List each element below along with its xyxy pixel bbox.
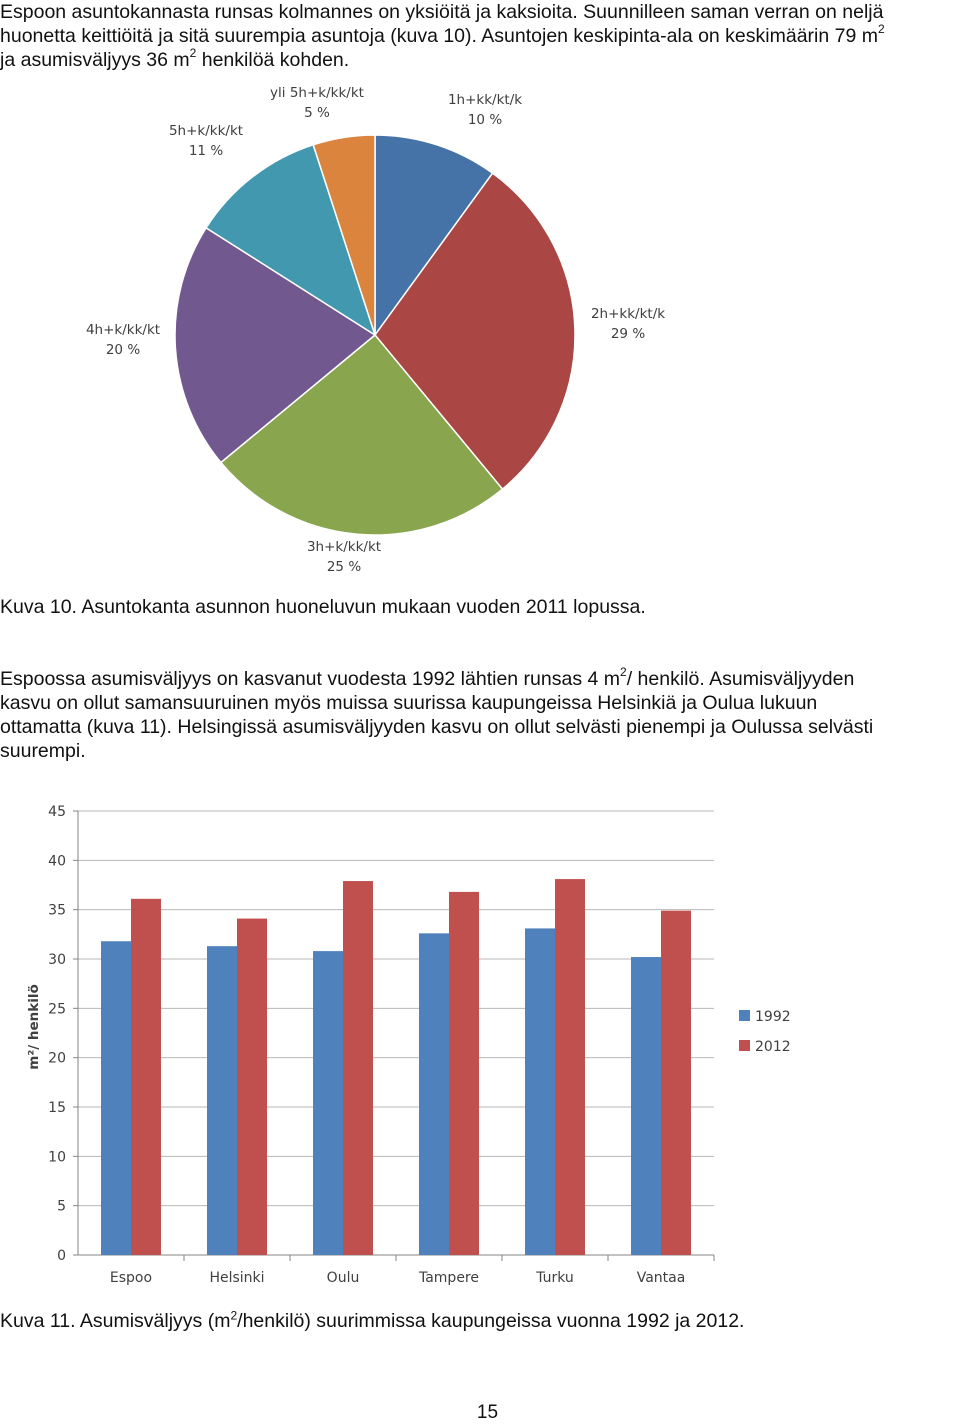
intro-line-3a: ja asumisväljyys 36 m xyxy=(0,49,190,71)
body-line-1b: / henkilö. Asumisväljyyden xyxy=(626,668,855,690)
legend-label: 2012 xyxy=(755,1039,791,1055)
intro-line-3b: henkilöä kohden. xyxy=(196,49,350,71)
pie-value-label: 10 % xyxy=(467,112,503,128)
superscript: 2 xyxy=(189,45,197,60)
x-tick-label: Tampere xyxy=(418,1270,480,1286)
x-tick-label: Vantaa xyxy=(636,1270,686,1286)
pie-label: 1h+kk/kt/k xyxy=(447,92,523,108)
x-tick-label: Oulu xyxy=(326,1270,360,1286)
legend-swatch xyxy=(739,1010,750,1021)
intro-line-2: huonetta keittiöitä ja sitä suurempia asuntoja (kuva 10). Asuntojen keskipinta-ala on keskimäärin 79 m xyxy=(0,25,878,47)
pie-label: 5h+k/kk/kt xyxy=(168,123,244,139)
bar-1992-tampere xyxy=(419,933,449,1255)
y-tick-label: 20 xyxy=(48,1050,66,1067)
pie-label: 4h+k/kk/kt xyxy=(85,322,161,338)
body-line-2: kasvu on ollut samansuuruinen myös muissa suurissa kaupungeissa Helsinkiä ja Oulua lukuun xyxy=(0,692,818,714)
y-tick-label: 0 xyxy=(57,1248,66,1264)
pie-value-label: 11 % xyxy=(188,143,224,159)
legend-label: 1992 xyxy=(755,1009,791,1025)
figure-caption-11 xyxy=(0,1309,744,1333)
body-paragraph xyxy=(0,664,958,763)
bar-2012-espoo xyxy=(131,899,161,1255)
pie-value-label: 25 % xyxy=(326,559,362,575)
y-tick-label: 15 xyxy=(48,1100,66,1116)
bar-1992-oulu xyxy=(313,951,343,1255)
pie-label: 3h+k/kk/kt xyxy=(306,539,382,555)
y-axis-label: m²/ henkilö xyxy=(26,984,42,1070)
intro-paragraph xyxy=(0,0,958,72)
y-tick-label: 30 xyxy=(48,952,66,968)
caption-11a: Kuva 11. Asumisväljyys (m xyxy=(0,1310,231,1332)
page-number: 15 xyxy=(476,1402,499,1423)
bar-1992-vantaa xyxy=(631,957,661,1255)
y-tick-label: 40 xyxy=(48,853,66,870)
bar-chart xyxy=(16,796,816,1296)
y-tick-label: 35 xyxy=(48,902,66,919)
caption-11b: /henkilö) suurimmissa kaupungeissa vuonna 1992 ja 2012. xyxy=(237,1310,745,1332)
intro-line-1: Espoon asuntokannasta runsas kolmannes on yksiöitä ja kaksioita. Suunnilleen saman verran on neljä xyxy=(0,1,884,23)
bar-2012-tampere xyxy=(449,892,479,1255)
bar-2012-helsinki xyxy=(237,919,267,1255)
superscript: 2 xyxy=(878,21,885,36)
y-tick-label: 10 xyxy=(48,1149,66,1166)
x-tick-label: Espoo xyxy=(109,1270,153,1286)
pie-label: 2h+kk/kt/k xyxy=(590,306,666,322)
pie-value-label: 5 % xyxy=(304,105,330,121)
body-line-3: ottamatta (kuva 11). Helsingissä asumisväljyyden kasvu on ollut selvästi pienempi ja Oulussa selvästi xyxy=(0,716,874,738)
bar-2012-vantaa xyxy=(661,911,691,1255)
superscript: 2 xyxy=(230,1308,238,1323)
x-tick-label: Helsinki xyxy=(209,1270,265,1286)
body-line-1a: Espoossa asumisväljyys on kasvanut vuodesta 1992 lähtien runsas 4 m xyxy=(0,668,621,690)
y-tick-label: 45 xyxy=(48,804,66,820)
y-tick-label: 5 xyxy=(57,1198,66,1215)
x-tick-label: Turku xyxy=(536,1270,574,1286)
figure-caption-10: Kuva 10. Asuntokanta asunnon huoneluvun mukaan vuoden 2011 lopussa. xyxy=(0,596,646,618)
pie-label: yli 5h+k/kk/kt xyxy=(270,85,364,101)
bar-2012-turku xyxy=(555,879,585,1255)
bar-1992-turku xyxy=(525,928,555,1255)
bar-1992-helsinki xyxy=(207,946,237,1255)
body-line-4: suurempi. xyxy=(0,740,86,762)
legend-swatch xyxy=(739,1040,750,1051)
pie-chart xyxy=(60,82,720,592)
y-tick-label: 25 xyxy=(48,1001,66,1018)
pie-value-label: 20 % xyxy=(105,342,141,358)
bar-1992-espoo xyxy=(101,941,131,1255)
bar-2012-oulu xyxy=(343,881,373,1255)
pie-value-label: 29 % xyxy=(610,326,646,342)
superscript: 2 xyxy=(620,664,627,679)
